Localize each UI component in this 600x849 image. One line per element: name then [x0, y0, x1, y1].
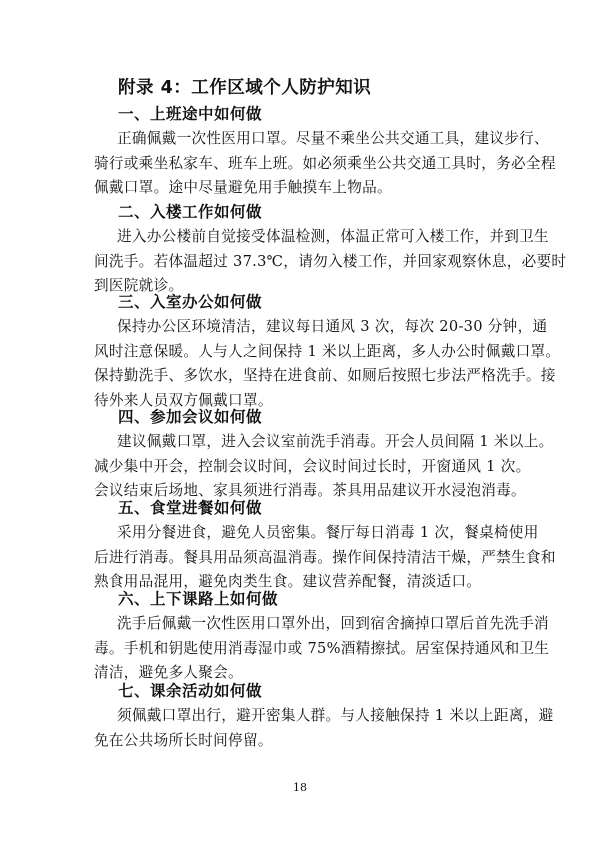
page-title: 附录 4：工作区域个人防护知识 [118, 78, 372, 98]
section-body-line: 免在公共场所长时间停留。 [94, 731, 273, 749]
section-body-line: 会议结束后场地、家具须进行消毒。茶具用品建议开水浸泡消毒。 [94, 482, 526, 500]
section-body-line: 毒。手机和钥匙使用消毒湿巾或 75%酒精擦拭。居室保持通风和卫生 [94, 639, 550, 657]
section-body-line: 骑行或乘坐私家车、班车上班。如必须乘坐公共交通工具时，务必全程 [94, 154, 556, 172]
section-heading: 一、上班途中如何做 [118, 105, 263, 123]
section-body-line: 保持勤洗手、多饮水，坚持在进食前、如厕后按照七步法严格洗手。接 [94, 367, 556, 385]
section-body-line: 到医院就诊。 [94, 277, 184, 295]
section-heading: 七、课余活动如何做 [118, 682, 263, 700]
section-heading: 四、参加会议如何做 [118, 408, 263, 426]
section-body-line: 须佩戴口罩出行，避开密集人群。与人接触保持 1 米以上距离，避 [117, 707, 554, 724]
page-number: 18 [293, 781, 307, 794]
section-body-line: 洗手后佩戴一次性医用口罩外出，回到宿舍摘掉口罩后首先洗手消 [117, 615, 549, 632]
section-body-line: 熟食用品混用，避免肉类生食。建议营养配餐，清淡适口。 [94, 573, 482, 591]
section-body-line: 间洗手。若体温超过 37.3℃，请勿入楼工作，并回家观察休息，必要时 [94, 252, 567, 270]
section-body-line: 佩戴口罩。途中尽量避免用手触摸车上物品。 [94, 179, 392, 197]
section-body-line: 进入办公楼前自觉接受体温检测，体温正常可入楼工作，并到卫生 [117, 228, 549, 245]
section-body-line: 待外来人员双方佩戴口罩。 [94, 391, 273, 409]
section-body-line: 采用分餐进食，避免人员密集。餐厅每日消毒 1 次，餐桌椅使用 [117, 524, 539, 541]
section-heading: 六、上下课路上如何做 [118, 590, 279, 608]
section-body-line: 后进行消毒。餐具用品须高温消毒。操作间保持清洁干燥，严禁生食和 [94, 548, 556, 566]
section-body-line: 正确佩戴一次性医用口罩。尽量不乘坐公共交通工具，建议步行、 [117, 130, 549, 147]
section-body-line: 建议佩戴口罩，进入会议室前洗手消毒。开会人员间隔 1 米以上。 [117, 433, 554, 450]
section-body-line: 清洁，避免多人聚会。 [94, 664, 243, 682]
section-body-line: 风时注意保暖。人与人之间保持 1 米以上距离，多人办公时佩戴口罩。 [94, 342, 561, 360]
section-heading: 五、食堂进餐如何做 [118, 499, 263, 517]
section-heading: 三、入室办公如何做 [118, 293, 263, 311]
section-heading: 二、入楼工作如何做 [118, 203, 263, 221]
section-body-line: 减少集中开会，控制会议时间，会议时间过长时，开窗通风 1 次。 [94, 457, 531, 475]
section-body-line: 保持办公区环境清洁，建议每日通风 3 次，每次 20-30 分钟，通 [117, 318, 548, 335]
